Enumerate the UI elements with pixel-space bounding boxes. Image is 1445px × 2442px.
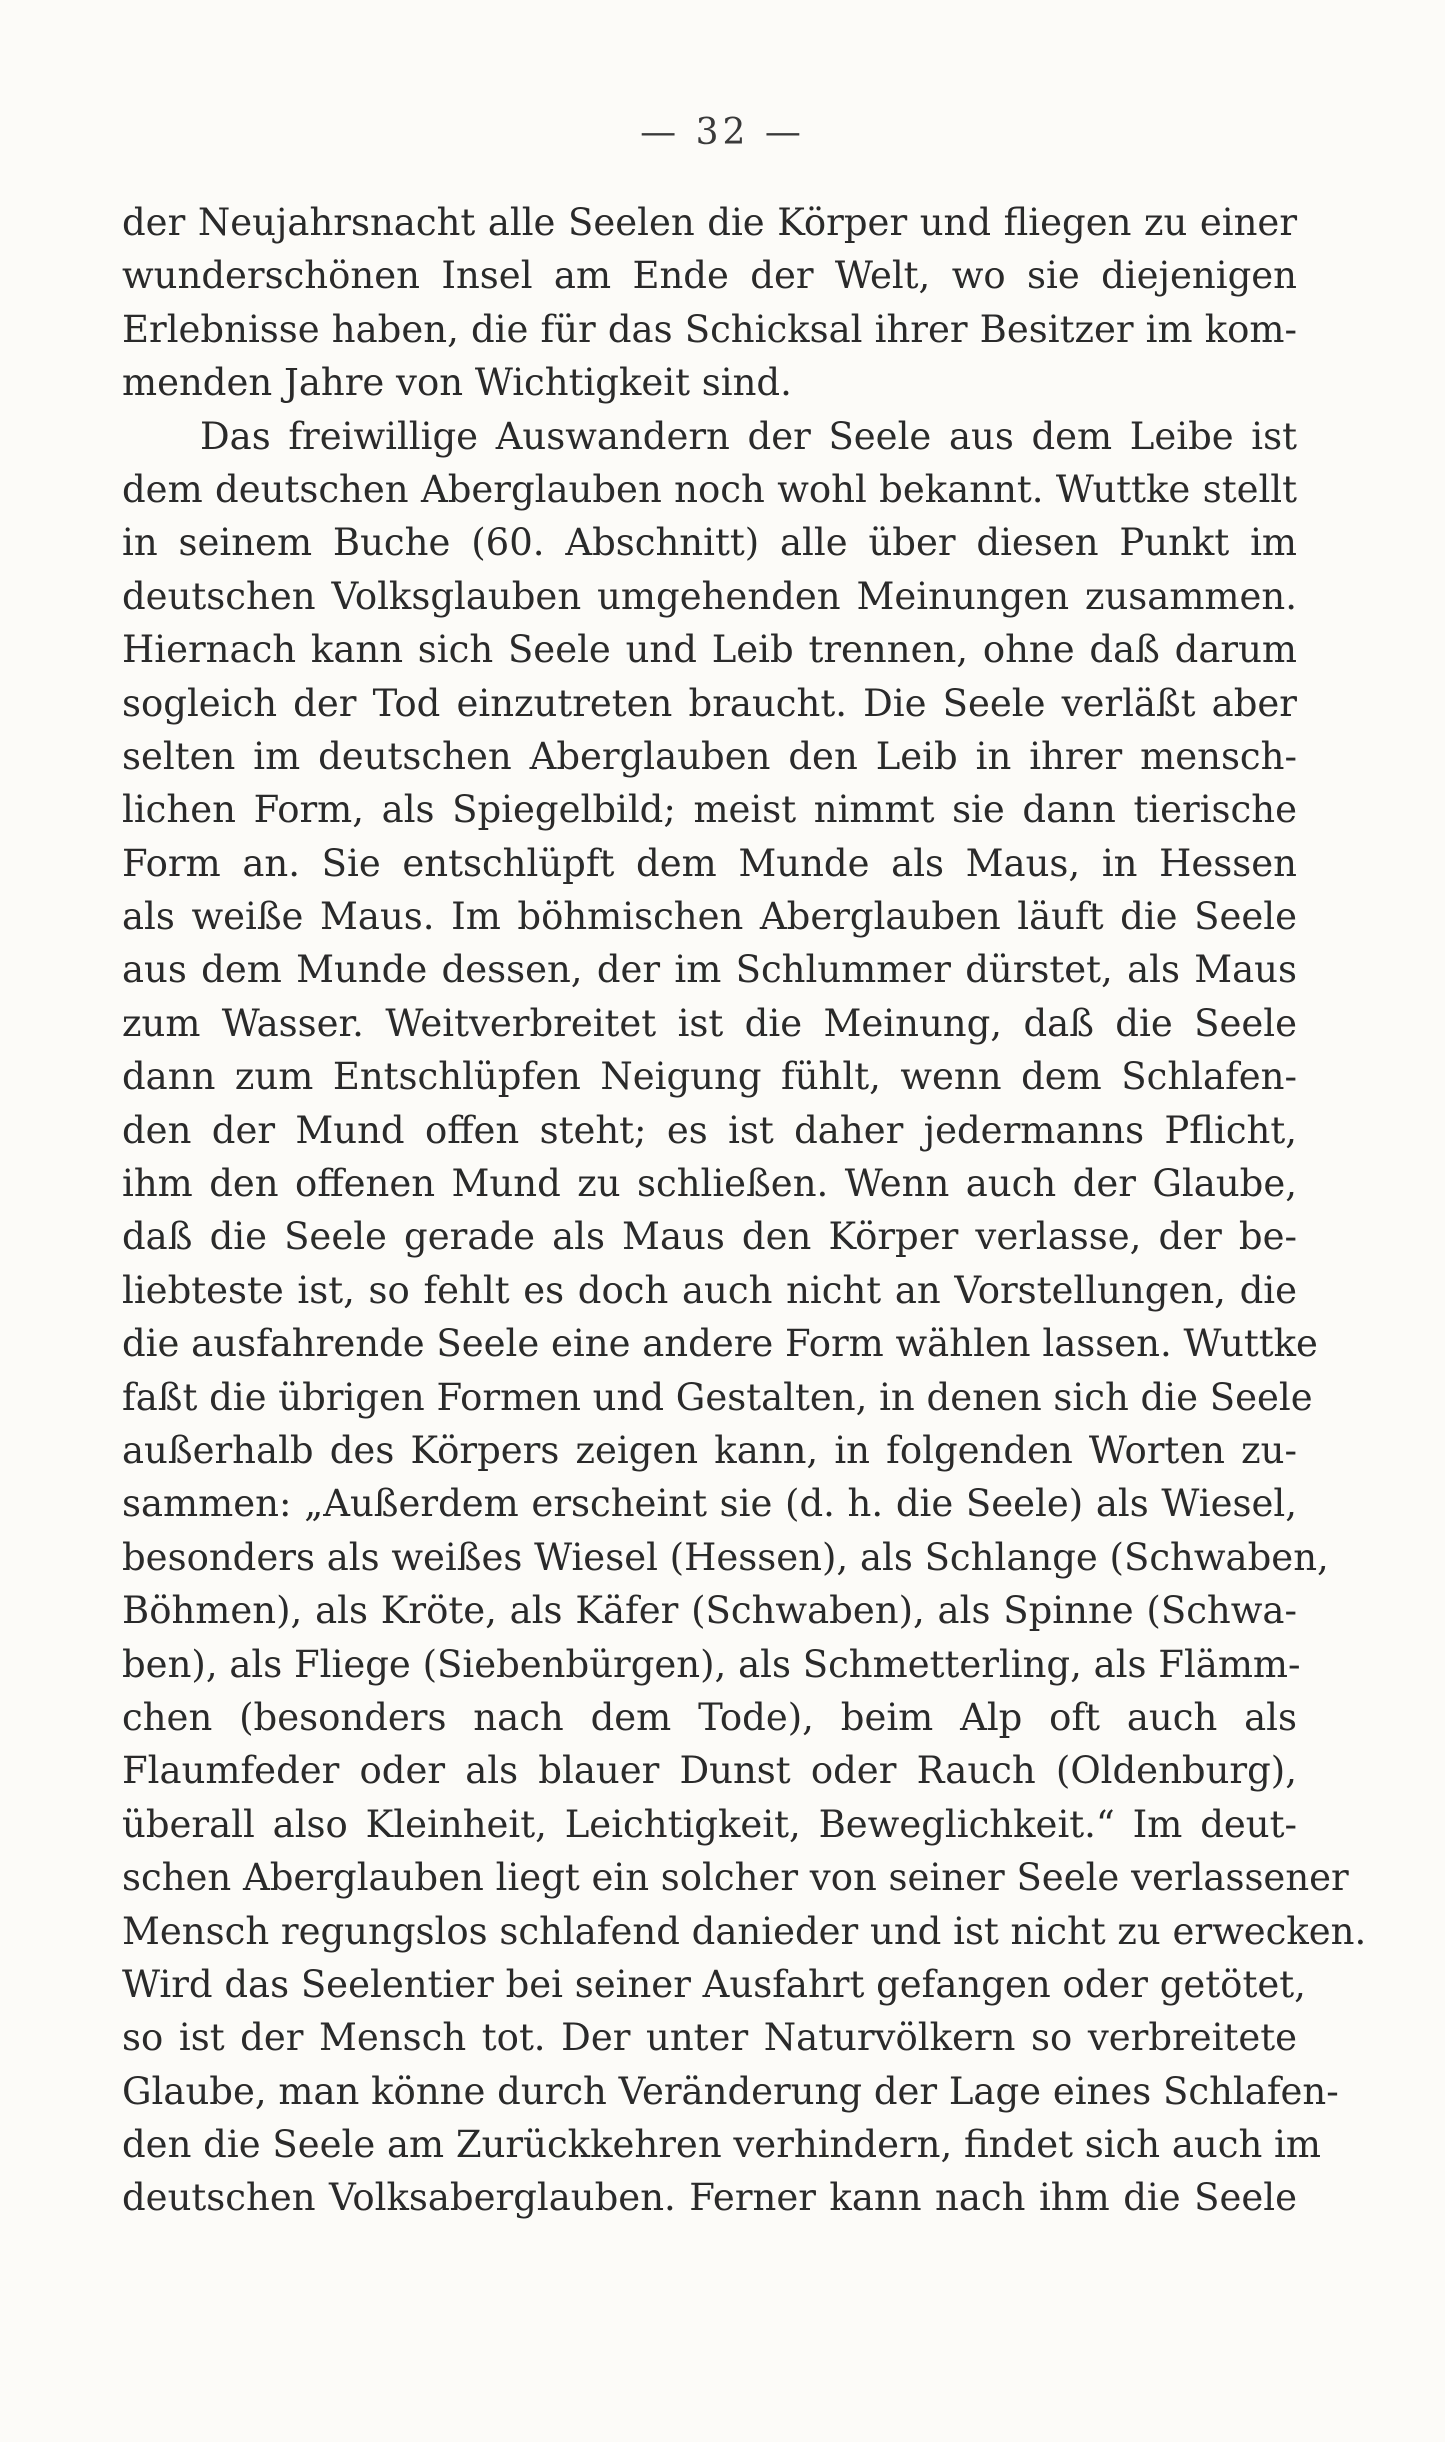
text-line: ben), als Fliege (Siebenbürgen), als Schmetterling, als Flämm- xyxy=(122,1642,1301,1686)
text-line: chen (besonders nach dem Tode), beim Alp oft auch als xyxy=(122,1695,1297,1739)
text-line: zum Wasser. Weitverbreitet ist die Meinung, daß die Seele xyxy=(122,1001,1297,1045)
text-line: den die Seele am Zurückkehren verhindern, findet sich auch im xyxy=(122,2123,1321,2167)
text-line: faßt die übrigen Formen und Gestalten, in denen sich die Seele xyxy=(122,1375,1313,1419)
text-line: überall also Kleinheit, Leichtigkeit, Beweglichkeit.“ Im deut- xyxy=(122,1802,1297,1846)
text-line: dem deutschen Aberglauben noch wohl bekannt. Wuttke stellt xyxy=(122,467,1297,511)
text-line: so ist der Mensch tot. Der unter Naturvölkern so verbreitete xyxy=(122,2016,1297,2060)
text-line: lichen Form, als Spiegelbild; meist nimmt sie dann tierische xyxy=(122,788,1297,832)
text-line: deutschen Volksglauben umgehenden Meinungen zusammen. xyxy=(122,574,1297,618)
text-line: sammen: „Außerdem erscheint sie (d. h. die Seele) als Wiesel, xyxy=(122,1482,1297,1526)
text-line: menden Jahre von Wichtigkeit sind. xyxy=(122,361,792,405)
text-line: wunderschönen Insel am Ende der Welt, wo sie diejenigen xyxy=(122,254,1297,298)
text-line: in seinem Buche (60. Abschnitt) alle über diesen Punkt im xyxy=(122,521,1297,565)
text-line: Erlebnisse haben, die für das Schicksal ihrer Besitzer im kom- xyxy=(122,307,1297,351)
page-number: — 32 — xyxy=(640,112,805,153)
text-line: besonders als weißes Wiesel (Hessen), als Schlange (Schwaben, xyxy=(122,1535,1329,1579)
text-line: Form an. Sie entschlüpft dem Munde als Maus, in Hessen xyxy=(122,841,1297,885)
text-line: Mensch regungslos schlafend danieder und ist nicht zu erwecken. xyxy=(122,1909,1367,1953)
text-line: die ausfahrende Seele eine andere Form wählen lassen. Wuttke xyxy=(122,1322,1318,1366)
text-line: Wird das Seelentier bei seiner Ausfahrt gefangen oder getötet, xyxy=(122,1962,1306,2006)
text-line: den der Mund offen steht; es ist daher jedermanns Pflicht, xyxy=(122,1108,1297,1152)
text-line: daß die Seele gerade als Maus den Körper verlasse, der be- xyxy=(122,1215,1297,1259)
text-line: selten im deutschen Aberglauben den Leib in ihrer mensch- xyxy=(122,734,1297,778)
text-line: deutschen Volksaberglauben. Ferner kann nach ihm die Seele xyxy=(122,2176,1297,2220)
text-line: aus dem Munde dessen, der im Schlummer dürstet, als Maus xyxy=(122,948,1297,992)
text-line: Das freiwillige Auswandern der Seele aus dem Leibe ist xyxy=(200,414,1297,458)
text-line: Hiernach kann sich Seele und Leib trennen, ohne daß darum xyxy=(122,628,1297,672)
text-line: Glaube, man könne durch Veränderung der Lage eines Schlafen- xyxy=(122,2069,1339,2113)
text-line: schen Aberglauben liegt ein solcher von seiner Seele verlassener xyxy=(122,1856,1349,1900)
text-line: als weiße Maus. Im böhmischen Aberglauben läuft die Seele xyxy=(122,895,1297,939)
text-line: sogleich der Tod einzutreten braucht. Die Seele verläßt aber xyxy=(122,681,1297,725)
text-line: liebteste ist, so fehlt es doch auch nicht an Vorstellungen, die xyxy=(122,1268,1297,1312)
text-line: ihm den offenen Mund zu schließen. Wenn auch der Glaube, xyxy=(122,1162,1297,1206)
text-line: der Neujahrsnacht alle Seelen die Körper und fliegen zu einer xyxy=(122,201,1297,244)
body-text xyxy=(122,196,1367,2225)
text-line: außerhalb des Körpers zeigen kann, in folgenden Worten zu- xyxy=(122,1428,1297,1472)
text-line: dann zum Entschlüpfen Neigung fühlt, wenn dem Schlafen- xyxy=(122,1055,1297,1099)
text-line: Böhmen), als Kröte, als Käfer (Schwaben), als Spinne (Schwa- xyxy=(122,1589,1297,1633)
text-line: Flaumfeder oder als blauer Dunst oder Rauch (Oldenburg), xyxy=(122,1749,1297,1793)
